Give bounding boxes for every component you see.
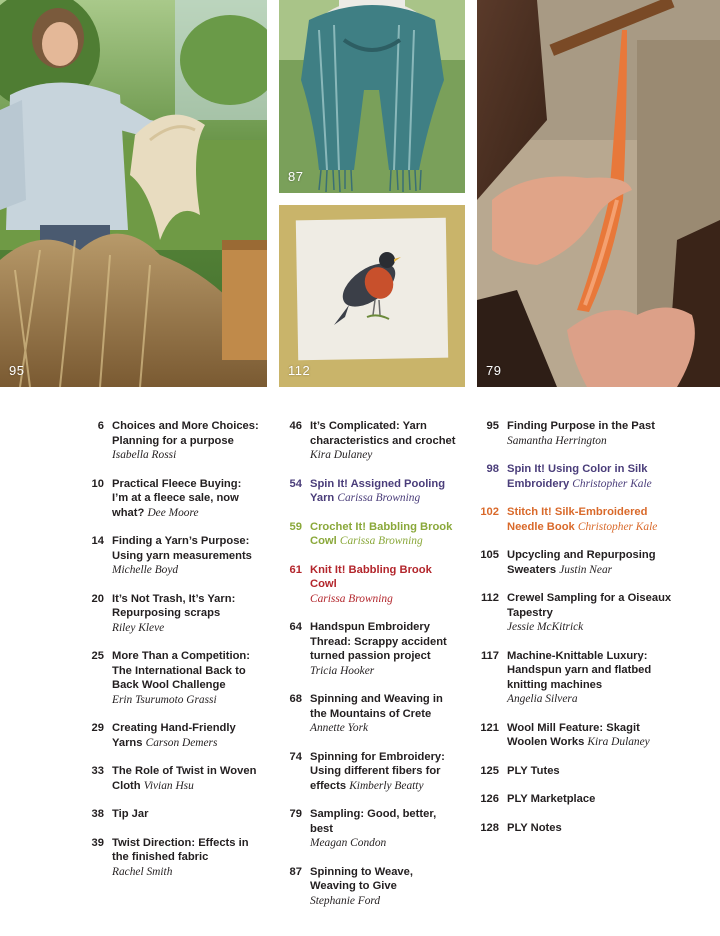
toc-title: Sampling: Good, better, best [310,808,437,835]
photo-page-number: 112 [288,363,311,378]
toc-title: Tip Jar [112,808,149,820]
toc-title: Crochet It! Babbling Brook Cowl [310,520,453,547]
toc-title: Practical Fleece Buying: I’m at a fleece sale, now what? [112,477,242,519]
toc-entry-text [507,764,679,779]
toc-entry-text [112,649,260,707]
toc-entry[interactable] [84,477,260,521]
toc-entry-text [112,419,260,463]
toc-entry[interactable] [84,721,260,750]
toc-entry-text [507,591,679,635]
toc-entry-text [310,865,460,909]
toc-page-number: 25 [91,650,104,662]
toc-title: It’s Not Trash, It’s Yarn: Repurposing scraps [112,592,236,619]
toc-author: Justin Near [559,563,613,576]
toc-page-number: 33 [91,765,104,777]
toc-page-number: 61 [289,563,302,576]
toc-entry-text [310,750,460,794]
toc-page-number: 126 [480,793,499,805]
toc-title: Twist Direction: Effects in the finished fabric [112,836,249,863]
toc-author: Jessie McKitrick [507,621,584,633]
toc-entry[interactable] [84,807,260,822]
toc-title: Crewel Sampling for a Oiseaux Tapestry [507,592,672,619]
toc-author: Annette York [310,722,369,734]
toc-entry-text [112,721,260,750]
toc-title: Spinning for Embroidery: Using different fibers for effects [310,750,445,792]
toc-author: Stephanie Ford [310,894,381,907]
toc-entry[interactable] [84,649,260,707]
toc-author: Angelia Silvera [507,693,578,705]
photo-woven-scarf-art [279,0,465,193]
toc-entry[interactable] [282,419,460,463]
toc-entry[interactable] [479,548,679,577]
toc-page-number: 6 [97,420,104,432]
toc-title: Spinning and Weaving in the Mountains of Crete [310,693,443,720]
toc-entry-text [507,419,679,448]
toc-entry-text [507,462,679,491]
photo-fleece-woman-art [0,0,267,387]
toc-page-number: 79 [289,808,302,820]
toc-entry[interactable] [282,750,460,794]
toc-author: Kira Dulaney [587,736,650,748]
toc-entry[interactable] [479,721,679,750]
toc-author: Christopher Kale [577,520,658,533]
toc-entry[interactable] [84,419,260,463]
toc-title: Spin It! Assigned Pooling Yarn [310,477,446,504]
toc-entry[interactable] [479,505,679,534]
photo-page-number: 79 [486,363,502,378]
toc-entry[interactable] [479,462,679,491]
toc-entry-text [310,520,460,549]
toc-entry[interactable] [84,592,260,636]
toc-page-number: 74 [289,750,302,763]
toc-column-2 [282,419,460,922]
toc-author: Vivian Hsu [143,779,194,792]
toc-title: Creating Hand-Friendly Yarns [112,722,236,749]
toc-entry[interactable] [479,419,679,448]
toc-entry-text [507,792,679,807]
photo-woven-scarf[interactable] [279,0,465,193]
toc-title: More Than a Competition: The International Back to Back Wool Challenge [112,650,250,691]
toc-entry-text [507,649,679,707]
toc-author: Michelle Boyd [112,564,179,576]
toc-author: Carissa Browning [339,535,423,547]
toc-title: PLY Notes [507,821,562,834]
toc-page-number: 125 [480,764,499,777]
toc-author: Dee Moore [147,506,199,519]
toc-page-number: 95 [486,420,499,432]
toc-entry[interactable] [479,649,679,707]
toc-entry-text [112,477,260,521]
toc-author: Kimberly Beatty [349,779,424,792]
toc-author: Isabella Rossi [112,449,177,461]
toc-title: Stitch It! Silk-Embroidered Needle Book [507,506,648,533]
toc-author: Samantha Herrington [507,434,607,447]
toc-page-number: 102 [480,506,499,518]
toc-entry-text [310,563,460,607]
toc-page-number: 46 [289,420,302,432]
toc-author: Tricia Hooker [310,664,375,677]
toc-entry-text [310,620,460,678]
toc-page-number: 68 [289,693,302,705]
toc-entry[interactable] [282,692,460,736]
toc-entry-text [507,548,679,577]
toc-entry[interactable] [479,764,679,779]
photo-embroidered-robin-art [279,205,465,387]
toc-title: Wool Mill Feature: Skagit Woolen Works [507,721,640,748]
toc-entry[interactable] [84,534,260,578]
photo-embroidered-robin[interactable] [279,205,465,387]
toc-page-number: 128 [480,821,499,834]
toc-entry-text [112,836,260,880]
photo-orange-fiber-hands-art [477,0,720,387]
toc-title: Spinning to Weave, Weaving to Give [310,865,413,892]
toc-title: Handspun Embroidery Thread: Scrappy accident turned passion project [310,621,447,662]
toc-page-number: 59 [289,520,302,533]
toc-page-number: 105 [480,549,499,561]
toc-column-3 [479,419,679,849]
toc-entry[interactable] [282,563,460,607]
toc-column-1 [84,419,260,893]
toc-author: Riley Kleve [112,621,165,634]
toc-title: Spin It! Using Color in Silk Embroidery [507,463,648,490]
toc-entry-text [112,592,260,636]
toc-page-number: 112 [480,592,499,604]
toc-page-number: 64 [289,621,302,633]
toc-entry-text [507,821,679,836]
photo-orange-fiber-hands[interactable] [477,0,720,387]
toc-page-number: 54 [289,477,302,490]
toc-entry[interactable] [84,764,260,793]
toc-author: Meagan Condon [310,837,387,849]
toc-entry[interactable] [282,620,460,678]
toc-entry[interactable] [479,792,679,807]
toc-page-number: 117 [480,649,499,662]
toc-page-number: 87 [289,865,302,878]
toc-title: Finding a Yarn’s Purpose: Using yarn measurements [112,535,252,562]
toc-entry[interactable] [479,591,679,635]
toc-entry-text [507,721,679,750]
toc-entry-text [310,807,460,851]
toc-entry-text [310,692,460,736]
toc-title: Choices and More Choices: Planning for a purpose [112,420,259,447]
toc-entry[interactable] [84,836,260,880]
toc-author: Kira Dulaney [310,449,373,461]
toc-page-number: 38 [91,808,104,820]
toc-author: Carissa Browning [310,592,393,605]
toc-title: Machine-Knittable Luxury: Handspun yarn and flatbed knitting machines [507,649,652,691]
toc-page-number: 14 [91,535,104,547]
toc-title: The Role of Twist in Woven Cloth [112,765,257,792]
toc-title: PLY Tutes [507,764,560,777]
toc-entry-text [310,477,460,506]
toc-entry-text [507,505,679,534]
toc-title: Finding Purpose in the Past [507,420,655,432]
toc-page-number: 98 [486,463,499,475]
toc-entry[interactable] [282,520,460,549]
toc-page-number: 29 [91,722,104,734]
toc-page-number: 20 [91,592,104,605]
photo-fleece-woman[interactable] [0,0,267,387]
toc-title: Knit It! Babbling Brook Cowl [310,563,432,590]
toc-author: Christopher Kale [572,477,652,490]
photo-page-number: 87 [288,169,304,184]
toc-entry-text [112,764,260,793]
toc-author: Rachel Smith [112,865,173,878]
toc-entry-text [112,534,260,578]
toc-entry[interactable] [282,807,460,851]
toc-author: Carissa Browning [337,492,421,504]
toc-entry[interactable] [282,865,460,909]
photo-page-number: 95 [9,363,25,378]
toc-author: Erin Tsurumoto Grassi [112,693,217,706]
toc-title: It’s Complicated: Yarn characteristics and crochet [310,420,456,447]
toc-entry[interactable] [479,821,679,836]
toc-entry-text [112,807,260,822]
toc-title: PLY Marketplace [507,793,596,805]
toc-entry[interactable] [282,477,460,506]
toc-author: Carson Demers [145,736,218,749]
toc-entry-text [310,419,460,463]
toc-page-number: 121 [480,721,499,734]
toc-page-number: 10 [91,477,104,490]
toc-page-number: 39 [91,836,104,849]
toc-title: Upcycling and Repurposing Sweaters [507,549,656,576]
